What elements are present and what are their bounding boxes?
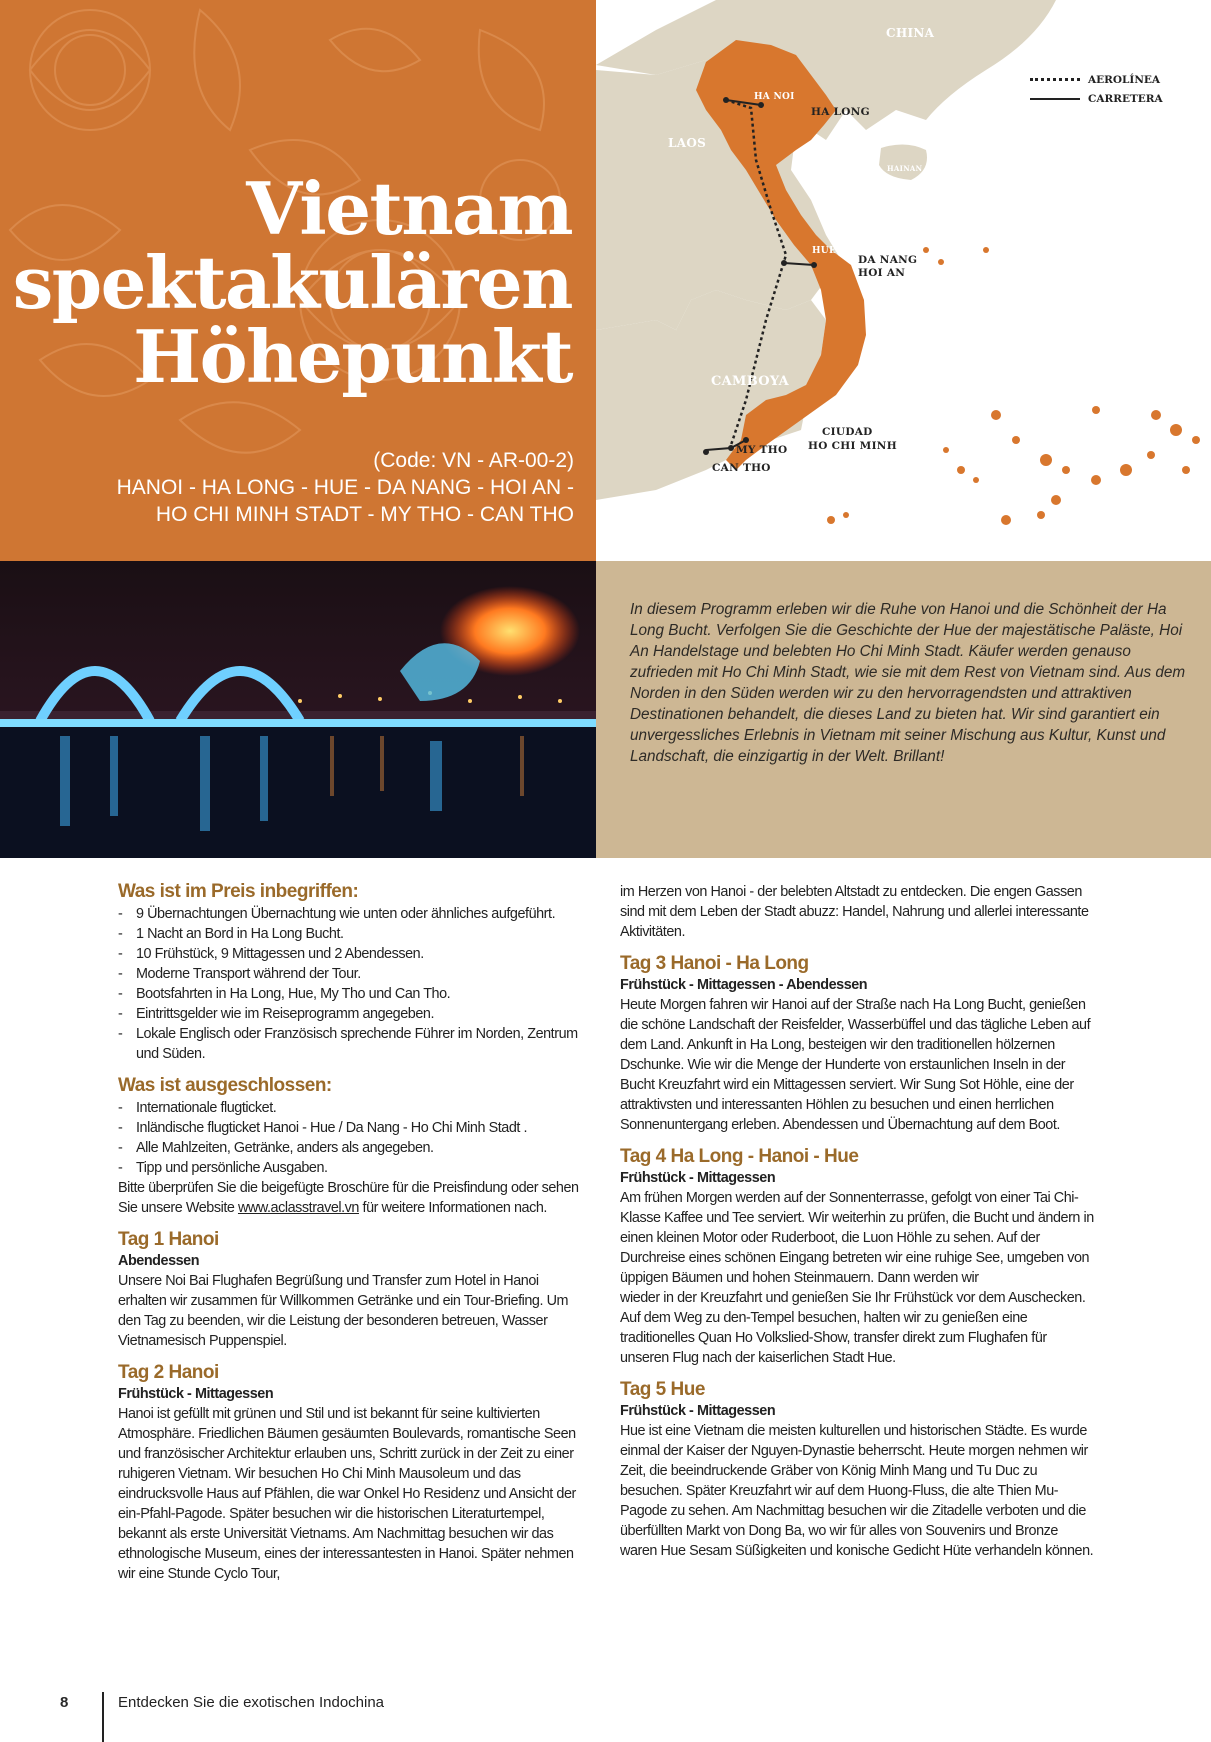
map-label-ciudad: CIUDAD [822,426,873,438]
day-2-continued-text: im Herzen von Hanoi - der belebten Altstadt zu entdecken. Die engen Gassen sind mit dem Leben der Stadt abuzz: Handel, Nahrung und allerlei interessante Aktivitäten. [620,884,1089,940]
map-label-hainan: HAINAN [887,164,923,173]
pricing-note-end: für weitere Informationen nach. [358,1200,547,1216]
list-item: - Bootsfahrten in Ha Long, Hue, My Tho und Can Tho. [118,984,588,1004]
footer-divider [102,1692,104,1742]
route-line-2: HO CHI MINH STADT - MY THO - CAN THO [155,503,574,526]
map-label-my-tho: MY THO [736,444,788,456]
map-label-can-tho: CAN THO [712,462,771,474]
map-label-laos: LAOS [668,136,707,150]
pricing-note [118,1178,588,1218]
day-3-text: Heute Morgen fahren wir Hanoi auf der Straße nach Ha Long Bucht, genießen die schöne Landschaft der Reisfelder, Wasserbüffel und das tägliche Leben auf dem Land. Ankunft in Ha Long, besteigen wir den traditionellen hölzernen Dschunke. Wie wir die Menge der Hunderte von erstaunlichen Inseln in der Bucht Kreuzfahrt wird ein Mittagessen serviert. Wir Sung Sot Höhle, eine der attraktivsten und interessanten Höhlen zu besuchen und einen herrlichen Sonnenuntergang erleben. Abendessen und Übernachtung auf dem Boot. [620,997,1091,1133]
day-3-section [620,952,1095,1135]
intro-text: In diesem Programm erleben wir die Ruhe von Hanoi und die Schönheit der Ha Long Bucht. Verfolgen Sie die Geschichte der Hue der majestätische Paläste, Hoi An Handelstage und belebten Ho Chi Minh Stadt. Käufer werden genauso zufrieden mit Ho Chi Minh Stadt, wie sie mit dem Rest von Vietnam sind. Aus dem Norden in den Süden werden wir zu den hervorragendsten und attraktiven Destinationen behandelt, die dieses Land zu bieten hat. Wir sind garantiert ein unvergessliches Erlebnis in Vietnam mit seiner Mischung aus Kultur, Kunst und Landschaft, die einzigartig in der Welt. Brillant! [630,601,1186,765]
excluded-section [118,1074,588,1218]
day-4-meals: Frühstück - Mittagessen [620,1170,776,1186]
title-line-2: spektakulären [12,240,572,325]
day-1-text: Unsere Noi Bai Flughafen Begrüßung und Transfer zum Hotel in Hanoi erhalten wir zusammen für Willkommen Getränke und ein Tour-Briefing. Um den Tag zu beenden, wir die Leistung der besonderen betreuen, Wasser Vietnamesisch Puppenspiel. [118,1273,569,1349]
excluded-heading: Was ist ausgeschlossen: [118,1075,332,1096]
tour-code-block [14,447,574,528]
dragon-bridge-photo [0,561,596,858]
list-item: - Internationale flugticket. [118,1098,588,1118]
list-item: - Moderne Transport während der Tour. [118,964,588,984]
page-title [12,166,572,399]
day-3-title: Tag 3 Hanoi - Ha Long [620,953,809,974]
map-label-ha-long: HA LONG [811,106,870,118]
pricing-note-text: Bitte überprüfen Sie die beigefügte Broschüre für die Preisfindung oder sehen Sie unsere Website [118,1180,579,1216]
map-label-hoi-an: HOI AN [858,267,906,279]
day-2-meals: Frühstück - Mittagessen [118,1386,274,1402]
list-item: - 1 Nacht an Bord in Ha Long Bucht. [118,924,588,944]
map-legend [1030,70,1163,108]
day-5-section [620,1378,1095,1561]
hero-banner [0,0,596,561]
route-line-1: HANOI - HA LONG - HUE - DA NANG - HOI AN - [116,476,574,499]
page-number: 8 [60,1694,69,1711]
list-item: - Alle Mahlzeiten, Getränke, anders als angegeben. [118,1138,588,1158]
included-list [118,904,588,1064]
photo-graphic [0,561,596,858]
route-map [596,0,1211,561]
day-1-title: Tag 1 Hanoi [118,1229,219,1250]
legend-road-label: CARRETERA [1088,92,1163,105]
tour-code: (Code: VN - AR-00-2) [373,449,574,472]
map-label-camboya: CAMBOYA [711,374,790,389]
included-section [118,880,588,1064]
map-label-hue: HUE [812,246,837,256]
day-4-title: Tag 4 Ha Long - Hanoi - Hue [620,1146,859,1167]
day-5-text: Hue ist eine Vietnam die meisten kulturellen und historischen Städte. Es wurde einmal der Kaiser der Nguyen-Dynastie beherrscht. Heute morgen nehmen wir Zeit, die beeindruckende Gräber von König Minh Mang und Tu Duc zu besuchen. Später Kreuzfahrt wir auf dem Huong-Fluss, die alte Thien Mu-Pagode zu sehen. Am Nachmittag besuchen wir die Zitadelle verboten und die überfüllten Markt von Dong Ba, wo wir für alles von Souvenirs und Bronze waren Hue Sesam Süßigkeiten und konische Gedicht Hüte verhandeln können. [620,1423,1094,1559]
list-item: - 10 Frühstück, 9 Mittagessen und 2 Abendessen. [118,944,588,964]
website-link[interactable]: www.aclasstravel.vn [237,1200,359,1216]
left-column [118,880,588,1594]
footer-caption: Entdecken Sie die exotischen Indochina [118,1694,385,1711]
list-item: - Lokale Englisch oder Französisch sprechende Führer im Norden, Zentrum und Süden. [118,1024,588,1064]
title-line-1: Vietnam [246,166,572,251]
day-5-title: Tag 5 Hue [620,1379,705,1400]
day-4-text-continued: wieder in der Kreuzfahrt und genießen Sie Ihr Frühstück vor dem Auschecken. Auf dem Weg zu den-Tempel besuchen, halten wir zu genießen eine traditionelles Quan Ho Volkslied-Show, transfer direkt zum Flughafen für unseren Flug nach der kaiserlichen Stadt Hue. [620,1290,1086,1366]
map-label-ho-chi-minh: HO CHI MINH [808,440,897,452]
list-item: - Eintrittsgelder wie im Reiseprogramm angegeben. [118,1004,588,1024]
list-item: - Inländische flugticket Hanoi - Hue / Da Nang - Ho Chi Minh Stadt . [118,1118,588,1138]
day-2-title: Tag 2 Hanoi [118,1362,219,1383]
day-2-text: Hanoi ist gefüllt mit grünen und Stil und ist bekannt für seine kultivierten Atmosphäre. Friedlichen Bäumen gesäumten Boulevards, romantische Seen und französischer Architektur erlauben uns, Schritt zurück in der Zeit zu einer ruhigeren Vietnam. Wir besuchen Ho Chi Minh Mausoleum und das eindrucksvolle Haus auf Pfählen, die war Onkel Ho Residenz und Ansicht der ein-Pfahl-Pagode. Später besuchen wir die historischen Literaturtempel, bekannt als erste Universität Vietnams. Am Nachmittag besuchen wir das ethnologische Museum, eines der interessantesten in Hanoi. Später nehmen wir eine Stunde Cyclo Tour, [118,1406,576,1582]
excluded-list [118,1098,588,1178]
right-column [620,882,1095,1571]
map-label-da-nang: DA NANG [858,254,918,266]
day-2-section [118,1361,588,1584]
day-5-meals: Frühstück - Mittagessen [620,1403,776,1419]
air-route-swatch [1030,78,1080,81]
title-line-3: Höhepunkt [133,314,572,399]
map-label-ha-noi: HA NOI [754,92,795,102]
road-route-swatch [1030,98,1080,100]
map-label-china: CHINA [886,26,935,40]
day-2-continued [620,882,1095,942]
day-1-section [118,1228,588,1351]
intro-panel [596,561,1211,858]
included-heading: Was ist im Preis inbegriffen: [118,881,359,902]
day-1-meals: Abendessen [118,1253,200,1269]
day-4-text: Am frühen Morgen werden auf der Sonnenterrasse, gefolgt von einer Tai Chi-Klasse Kaffee und Tee serviert. Wir weiterhin zu prüfen, die Bucht und ändern in einen kleinen Motor oder Ruderboot, die Luon Höhle zu sehen. Auf der Durchreise eines schönen Eingang betreten wir eine ruhige See, umgeben von üppigen Bäumen und hohen Steinmauern. Dann werden wir [620,1190,1094,1286]
legend-air-label: AEROLÍNEA [1088,73,1161,86]
day-4-section [620,1145,1095,1368]
list-item: - 9 Übernachtungen Übernachtung wie unten oder ähnliches aufgeführt. [118,904,588,924]
day-3-meals: Frühstück - Mittagessen - Abendessen [620,977,868,993]
list-item: - Tipp und persönliche Ausgaben. [118,1158,588,1178]
